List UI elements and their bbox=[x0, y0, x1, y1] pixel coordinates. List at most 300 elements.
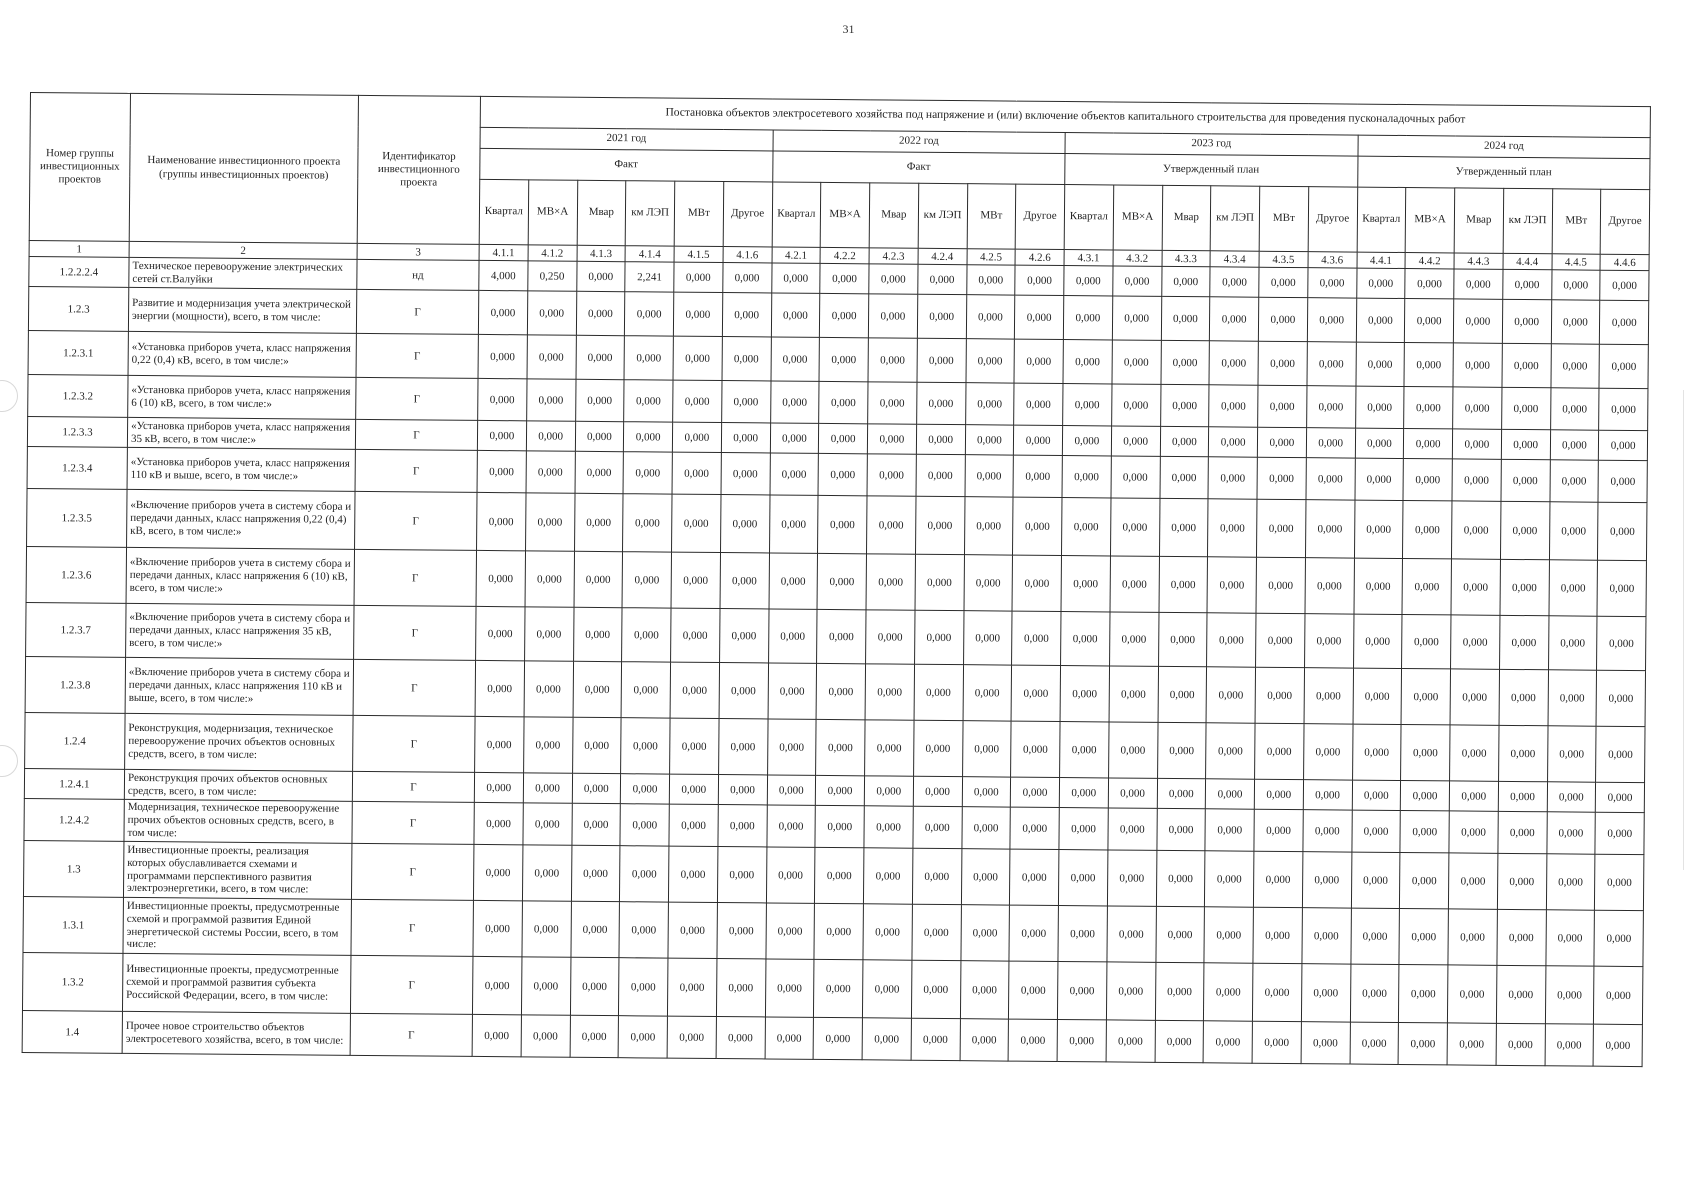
header-metric: МВ×А bbox=[1405, 188, 1454, 253]
row-value-cell: 0,000 bbox=[1112, 296, 1161, 340]
row-value-cell: 0,000 bbox=[1403, 500, 1452, 558]
row-value-cell: 0,000 bbox=[716, 959, 765, 1017]
row-project-name: Реконструкция, модернизация, техническое перевооружение прочих объектов основных средств, всего, в том числе: bbox=[125, 713, 353, 771]
row-group-number: 1.2.4.1 bbox=[24, 768, 124, 799]
row-value-cell: 0,000 bbox=[575, 421, 624, 451]
row-value-cell: 0,000 bbox=[478, 334, 527, 378]
row-value-cell: 0,000 bbox=[621, 718, 670, 774]
row-value-cell: 0,000 bbox=[1402, 558, 1451, 614]
row-group-number: 1.2.3.3 bbox=[27, 416, 127, 447]
row-project-id: Г bbox=[350, 1013, 472, 1056]
row-value-cell: 0,000 bbox=[1057, 1020, 1106, 1062]
table-body bbox=[22, 256, 1649, 1066]
row-value-cell: 0,000 bbox=[621, 662, 670, 718]
row-value-cell: 0,000 bbox=[1111, 456, 1160, 498]
row-value-cell: 0,000 bbox=[1257, 457, 1306, 499]
row-value-cell: 0,000 bbox=[916, 454, 965, 496]
row-value-cell: 0,000 bbox=[1012, 555, 1061, 611]
row-value-cell: 0,000 bbox=[1453, 387, 1502, 429]
table-header bbox=[29, 93, 1650, 271]
row-value-cell: 0,000 bbox=[1400, 852, 1449, 908]
row-value-cell: 0,000 bbox=[1256, 499, 1305, 557]
header-project-id: Идентификатор инвестиционного проекта bbox=[357, 95, 480, 244]
row-value-cell: 0,000 bbox=[966, 295, 1015, 339]
row-value-cell: 0,000 bbox=[1305, 558, 1354, 614]
row-value-cell: 0,000 bbox=[570, 957, 619, 1015]
row-value-cell: 0,000 bbox=[1401, 668, 1450, 724]
row-value-cell: 0,000 bbox=[1500, 501, 1549, 559]
row-value-cell: 0,000 bbox=[575, 379, 624, 421]
row-group-number: 1.2.4 bbox=[25, 712, 125, 769]
row-value-cell: 0,000 bbox=[1448, 909, 1497, 965]
row-value-cell: 0,000 bbox=[1058, 850, 1107, 906]
row-value-cell: 0,000 bbox=[865, 720, 914, 776]
row-project-name: «Включение приборов учета в систему сбора и передачи данных, класс напряжения 0,22 (0,4) кВ, всего, в том числе:» bbox=[127, 489, 355, 549]
row-value-cell: 0,000 bbox=[670, 662, 719, 718]
row-value-cell: 0,000 bbox=[1303, 780, 1352, 810]
header-status: Факт bbox=[480, 148, 773, 182]
row-value-cell: 0,000 bbox=[721, 381, 770, 423]
row-value-cell: 0,000 bbox=[473, 844, 522, 900]
row-value-cell: 0,000 bbox=[1447, 965, 1496, 1023]
row-value-cell: 0,000 bbox=[720, 553, 769, 609]
row-project-id: Г bbox=[353, 715, 475, 772]
row-value-cell: 0,000 bbox=[867, 454, 916, 496]
row-value-cell: 0,000 bbox=[718, 719, 767, 775]
row-value-cell: 0,000 bbox=[1404, 387, 1453, 429]
row-value-cell: 0,000 bbox=[1010, 849, 1059, 905]
row-project-id: Г bbox=[355, 491, 478, 550]
row-value-cell: 0,000 bbox=[472, 1014, 521, 1056]
row-value-cell: 0,000 bbox=[1210, 267, 1259, 297]
row-value-cell: 0,000 bbox=[1405, 299, 1454, 343]
row-project-name: Техническое перевооружение электрических сетей ст.Валуйки bbox=[129, 257, 357, 289]
row-value-cell: 0,000 bbox=[815, 805, 864, 847]
row-value-cell: 0,000 bbox=[622, 552, 671, 608]
row-value-cell: 0,000 bbox=[1060, 666, 1109, 722]
header-status: Факт bbox=[772, 151, 1065, 185]
row-value-cell: 0,000 bbox=[965, 383, 1014, 425]
row-value-cell: 0,000 bbox=[1205, 851, 1254, 907]
row-value-cell: 0,000 bbox=[1350, 1022, 1399, 1064]
scan-edge-line bbox=[1683, 390, 1684, 870]
row-value-cell: 0,000 bbox=[867, 424, 916, 454]
row-value-cell: 0,000 bbox=[1304, 668, 1353, 724]
row-group-number: 1.3.1 bbox=[23, 896, 123, 953]
row-value-cell: 0,000 bbox=[667, 1016, 716, 1058]
row-value-cell: 0,000 bbox=[673, 380, 722, 422]
row-value-cell: 0,000 bbox=[1160, 384, 1209, 426]
row-value-cell: 0,000 bbox=[1256, 613, 1305, 667]
row-value-cell: 0,000 bbox=[620, 846, 669, 902]
row-value-cell: 0,000 bbox=[1399, 908, 1448, 964]
header-metric: Другое bbox=[1015, 184, 1064, 249]
row-project-name: «Включение приборов учета в систему сбора и передачи данных, класс напряжения 6 (10) кВ, всего, в том числе:» bbox=[126, 547, 354, 605]
row-value-cell: 0,000 bbox=[521, 1015, 570, 1057]
row-value-cell: 0,000 bbox=[1009, 905, 1058, 961]
header-year: 2024 год bbox=[1357, 135, 1650, 159]
row-value-cell: 0,000 bbox=[1158, 612, 1207, 666]
row-value-cell: 0,000 bbox=[524, 607, 573, 661]
row-value-cell: 0,000 bbox=[820, 263, 869, 293]
column-number: 4.1.5 bbox=[674, 246, 723, 262]
header-year: 2023 год bbox=[1065, 133, 1358, 157]
header-metric: МВт bbox=[967, 184, 1016, 249]
row-value-cell: 0,000 bbox=[1550, 388, 1599, 430]
row-project-id: Г bbox=[350, 955, 473, 1014]
row-value-cell: 0,000 bbox=[1155, 906, 1204, 962]
row-value-cell: 0,000 bbox=[1551, 270, 1600, 300]
row-project-id: Г bbox=[355, 419, 477, 450]
row-value-cell: 0,000 bbox=[766, 805, 815, 847]
row-value-cell: 0,000 bbox=[1600, 270, 1649, 300]
row-value-cell: 0,000 bbox=[765, 959, 814, 1017]
row-group-number: 1.3.2 bbox=[22, 952, 123, 1011]
row-value-cell: 0,000 bbox=[1252, 963, 1301, 1021]
row-value-cell: 0,000 bbox=[918, 264, 967, 294]
row-value-cell: 0,000 bbox=[522, 901, 571, 957]
row-value-cell: 0,000 bbox=[717, 903, 766, 959]
row-group-number: 1.2.2.2.4 bbox=[29, 256, 129, 287]
row-value-cell: 0,000 bbox=[1498, 811, 1547, 853]
row-value-cell: 0,000 bbox=[911, 960, 960, 1018]
column-number: 4.3.4 bbox=[1210, 251, 1259, 267]
investment-table-wrapper bbox=[22, 92, 1650, 1067]
row-project-id: Г bbox=[352, 801, 474, 844]
row-value-cell: 0,000 bbox=[1210, 297, 1259, 341]
row-value-cell: 0,000 bbox=[1356, 298, 1405, 342]
header-metric: Мвар bbox=[577, 180, 626, 245]
row-value-cell: 0,000 bbox=[1550, 430, 1599, 460]
row-value-cell: 0,000 bbox=[1204, 963, 1253, 1021]
row-value-cell: 0,000 bbox=[1353, 668, 1402, 724]
header-metric: км ЛЭП bbox=[625, 181, 674, 246]
row-value-cell: 0,000 bbox=[1545, 1024, 1594, 1066]
row-value-cell: 0,000 bbox=[525, 493, 574, 551]
row-value-cell: 0,000 bbox=[718, 805, 767, 847]
row-value-cell: 0,000 bbox=[1157, 778, 1206, 808]
row-value-cell: 0,000 bbox=[526, 379, 575, 421]
header-metric: Другое bbox=[723, 182, 772, 247]
row-value-cell: 0,000 bbox=[915, 554, 964, 610]
row-value-cell: 0,000 bbox=[722, 337, 771, 381]
column-number: 4.2.4 bbox=[918, 248, 967, 264]
row-value-cell: 0,000 bbox=[1206, 779, 1255, 809]
row-value-cell: 0,000 bbox=[1501, 459, 1550, 501]
column-number: 4.3.3 bbox=[1162, 250, 1211, 266]
row-value-cell: 0,000 bbox=[1501, 387, 1550, 429]
row-value-cell: 0,000 bbox=[1208, 457, 1257, 499]
row-value-cell: 0,000 bbox=[1206, 667, 1255, 723]
row-value-cell: 0,000 bbox=[522, 845, 571, 901]
row-value-cell: 0,000 bbox=[816, 775, 865, 805]
row-value-cell: 0,000 bbox=[721, 453, 770, 495]
row-value-cell: 0,000 bbox=[1548, 560, 1597, 616]
row-value-cell: 0,000 bbox=[570, 901, 619, 957]
row-value-cell: 0,000 bbox=[1113, 266, 1162, 296]
row-value-cell: 0,000 bbox=[1303, 724, 1352, 780]
row-value-cell: 0,000 bbox=[473, 900, 522, 956]
column-number: 4.2.1 bbox=[772, 247, 821, 263]
row-value-cell: 0,000 bbox=[965, 339, 1014, 383]
row-value-cell: 0,000 bbox=[1013, 455, 1062, 497]
row-value-cell: 0,000 bbox=[1155, 962, 1204, 1020]
row-value-cell: 0,000 bbox=[966, 265, 1015, 295]
row-value-cell: 0,000 bbox=[869, 264, 918, 294]
row-value-cell: 0,000 bbox=[521, 957, 570, 1015]
row-value-cell: 0,000 bbox=[671, 552, 720, 608]
row-value-cell: 0,000 bbox=[1453, 299, 1502, 343]
row-value-cell: 0,000 bbox=[964, 555, 1013, 611]
row-project-id: Г bbox=[356, 377, 478, 420]
row-value-cell: 0,000 bbox=[1597, 616, 1646, 670]
row-value-cell: 0,000 bbox=[668, 846, 717, 902]
row-value-cell: 0,000 bbox=[672, 452, 721, 494]
row-value-cell: 0,000 bbox=[1355, 342, 1404, 386]
row-value-cell: 0,000 bbox=[1307, 298, 1356, 342]
row-project-id: Г bbox=[354, 549, 476, 606]
row-value-cell: 0,000 bbox=[1206, 723, 1255, 779]
row-value-cell: 0,000 bbox=[767, 719, 816, 775]
row-value-cell: 0,000 bbox=[868, 338, 917, 382]
header-metric: Другое bbox=[1600, 189, 1649, 254]
row-value-cell: 0,000 bbox=[819, 381, 868, 423]
header-metric: МВ×А bbox=[528, 180, 577, 245]
column-number: 4.2.2 bbox=[820, 247, 869, 263]
row-value-cell: 0,000 bbox=[1014, 339, 1063, 383]
row-value-cell: 0,000 bbox=[572, 717, 621, 773]
row-value-cell: 0,000 bbox=[765, 1017, 814, 1059]
row-value-cell: 0,000 bbox=[771, 337, 820, 381]
row-value-cell: 0,000 bbox=[1301, 1022, 1350, 1064]
row-value-cell: 0,000 bbox=[1450, 669, 1499, 725]
header-main-title: Постановка объектов электросетевого хозяйства под напряжение и (или) включение объектов капитального строительства для проведения пусконаладочных работ bbox=[480, 96, 1650, 137]
row-value-cell: 0,000 bbox=[717, 847, 766, 903]
row-value-cell: 0,000 bbox=[1305, 500, 1354, 558]
row-project-id: Г bbox=[356, 289, 478, 334]
row-value-cell: 0,000 bbox=[523, 773, 572, 803]
row-value-cell: 0,000 bbox=[1255, 723, 1304, 779]
row-value-cell: 0,000 bbox=[1306, 428, 1355, 458]
row-value-cell: 0,000 bbox=[672, 422, 721, 452]
row-value-cell: 0,000 bbox=[1161, 266, 1210, 296]
row-value-cell: 0,000 bbox=[911, 1018, 960, 1060]
row-value-cell: 0,000 bbox=[867, 496, 916, 554]
row-value-cell: 0,000 bbox=[1062, 426, 1111, 456]
column-number: 2 bbox=[129, 241, 357, 259]
row-value-cell: 0,000 bbox=[770, 423, 819, 453]
row-value-cell: 0,000 bbox=[1157, 722, 1206, 778]
row-value-cell: 0,000 bbox=[1108, 722, 1157, 778]
row-value-cell: 4,000 bbox=[479, 260, 528, 290]
row-value-cell: 0,000 bbox=[1400, 810, 1449, 852]
row-value-cell: 0,000 bbox=[767, 775, 816, 805]
row-group-number: 1.2.3.4 bbox=[27, 446, 127, 489]
column-number: 4.4.2 bbox=[1405, 253, 1454, 269]
row-value-cell: 0,000 bbox=[1502, 269, 1551, 299]
row-value-cell: 0,000 bbox=[1352, 724, 1401, 780]
header-metric: МВ×А bbox=[1113, 185, 1162, 250]
row-value-cell: 0,000 bbox=[1110, 498, 1159, 556]
row-value-cell: 0,000 bbox=[1599, 388, 1648, 430]
row-value-cell: 0,000 bbox=[1011, 777, 1060, 807]
row-value-cell: 0,000 bbox=[1398, 1022, 1447, 1064]
row-value-cell: 0,000 bbox=[719, 663, 768, 719]
header-year: 2022 год bbox=[773, 130, 1066, 154]
row-value-cell: 0,000 bbox=[619, 902, 668, 958]
row-value-cell: 0,000 bbox=[1596, 726, 1645, 782]
header-metric: Квартал bbox=[479, 179, 528, 244]
row-value-cell: 0,000 bbox=[1258, 341, 1307, 385]
row-value-cell: 0,000 bbox=[1108, 778, 1157, 808]
row-value-cell: 0,000 bbox=[1450, 725, 1499, 781]
row-value-cell: 0,000 bbox=[818, 453, 867, 495]
row-value-cell: 0,000 bbox=[913, 776, 962, 806]
column-number: 4.3.5 bbox=[1259, 251, 1308, 267]
row-value-cell: 0,000 bbox=[1161, 296, 1210, 340]
row-value-cell: 0,000 bbox=[1060, 722, 1109, 778]
row-value-cell: 0,000 bbox=[1454, 269, 1503, 299]
row-value-cell: 0,000 bbox=[527, 335, 576, 379]
row-value-cell: 0,000 bbox=[1063, 384, 1112, 426]
row-value-cell: 0,000 bbox=[765, 903, 814, 959]
row-value-cell: 0,000 bbox=[1207, 613, 1256, 667]
row-value-cell: 0,000 bbox=[1254, 779, 1303, 809]
row-value-cell: 0,000 bbox=[673, 292, 722, 336]
row-value-cell: 0,000 bbox=[1159, 556, 1208, 612]
header-group-number: Номер группы инвестиционных проектов bbox=[29, 93, 130, 242]
header-year: 2021 год bbox=[480, 127, 773, 151]
row-value-cell: 0,000 bbox=[1353, 558, 1402, 614]
row-value-cell: 0,000 bbox=[1405, 269, 1454, 299]
row-value-cell: 0,000 bbox=[573, 661, 622, 717]
row-value-cell: 0,000 bbox=[864, 776, 913, 806]
header-status: Утвержденный план bbox=[1357, 156, 1650, 190]
row-value-cell: 0,000 bbox=[623, 452, 672, 494]
row-value-cell: 0,000 bbox=[1404, 429, 1453, 459]
row-value-cell: 0,000 bbox=[1254, 809, 1303, 851]
row-project-id: Г bbox=[353, 659, 475, 716]
row-value-cell: 0,000 bbox=[1596, 782, 1645, 812]
row-value-cell: 0,000 bbox=[1108, 808, 1157, 850]
row-value-cell: 0,000 bbox=[1109, 612, 1158, 666]
row-value-cell: 0,000 bbox=[1356, 268, 1405, 298]
row-value-cell: 0,000 bbox=[1204, 907, 1253, 963]
row-value-cell: 0,000 bbox=[619, 958, 668, 1016]
row-project-name: Реконструкция прочих объектов основных средств, всего, в том числе: bbox=[124, 769, 352, 801]
row-value-cell: 0,000 bbox=[916, 382, 965, 424]
column-number: 4.4.1 bbox=[1357, 252, 1406, 268]
row-value-cell: 0,000 bbox=[1502, 299, 1551, 343]
column-number: 4.1.4 bbox=[625, 246, 674, 262]
row-value-cell: 0,000 bbox=[574, 551, 623, 607]
row-value-cell: 0,000 bbox=[1350, 964, 1399, 1022]
row-value-cell: 0,000 bbox=[1308, 268, 1357, 298]
row-value-cell: 0,000 bbox=[1499, 615, 1548, 669]
row-value-cell: 0,000 bbox=[914, 664, 963, 720]
row-value-cell: 0,000 bbox=[1209, 341, 1258, 385]
row-value-cell: 0,000 bbox=[1160, 340, 1209, 384]
row-value-cell: 0,000 bbox=[815, 847, 864, 903]
row-value-cell: 0,000 bbox=[1253, 907, 1302, 963]
row-project-name: Инвестиционные проекты, реализация которых обуславливается схемами и программами перспективного развития электроэнергетики, всего, в том числе: bbox=[123, 841, 351, 899]
row-value-cell: 0,000 bbox=[1351, 810, 1400, 852]
row-value-cell: 0,000 bbox=[1258, 297, 1307, 341]
column-number: 4.2.5 bbox=[967, 249, 1016, 265]
row-value-cell: 0,000 bbox=[1549, 502, 1598, 560]
row-value-cell: 0,000 bbox=[1595, 812, 1644, 854]
row-value-cell: 0,000 bbox=[572, 773, 621, 803]
row-value-cell: 0,000 bbox=[1058, 906, 1107, 962]
row-value-cell: 0,000 bbox=[1501, 429, 1550, 459]
row-value-cell: 0,000 bbox=[1303, 810, 1352, 852]
row-value-cell: 0,000 bbox=[1059, 808, 1108, 850]
row-value-cell: 0,000 bbox=[1205, 809, 1254, 851]
header-metric: км ЛЭП bbox=[918, 183, 967, 248]
row-value-cell: 0,000 bbox=[769, 495, 818, 553]
row-value-cell: 0,000 bbox=[817, 609, 866, 663]
row-project-id: Г bbox=[351, 843, 473, 900]
row-value-cell: 0,000 bbox=[1112, 340, 1161, 384]
row-project-name: «Установка приборов учета, класс напряжения 6 (10) кВ, всего, в том числе:» bbox=[128, 375, 356, 419]
row-value-cell: 0,000 bbox=[1012, 611, 1061, 665]
row-value-cell: 0,000 bbox=[1059, 778, 1108, 808]
row-value-cell: 0,000 bbox=[527, 291, 576, 335]
row-value-cell: 0,000 bbox=[1448, 853, 1497, 909]
row-group-number: 1.2.3.2 bbox=[28, 374, 128, 417]
row-value-cell: 0,000 bbox=[621, 774, 670, 804]
row-value-cell: 0,000 bbox=[962, 721, 1011, 777]
row-value-cell: 0,000 bbox=[913, 720, 962, 776]
row-value-cell: 0,000 bbox=[1546, 812, 1595, 854]
row-value-cell: 0,000 bbox=[1011, 665, 1060, 721]
row-value-cell: 0,000 bbox=[862, 960, 911, 1018]
row-value-cell: 0,000 bbox=[1008, 1019, 1057, 1061]
row-value-cell: 0,000 bbox=[1011, 721, 1060, 777]
row-value-cell: 0,000 bbox=[769, 553, 818, 609]
row-value-cell: 0,000 bbox=[524, 661, 573, 717]
row-value-cell: 0,000 bbox=[1548, 670, 1597, 726]
row-value-cell: 0,000 bbox=[1545, 910, 1594, 966]
row-value-cell: 0,250 bbox=[528, 261, 577, 291]
row-value-cell: 0,000 bbox=[476, 550, 525, 606]
row-value-cell: 0,000 bbox=[669, 774, 718, 804]
row-value-cell: 0,000 bbox=[620, 804, 669, 846]
row-value-cell: 0,000 bbox=[1061, 612, 1110, 666]
header-metric: МВт bbox=[674, 181, 723, 246]
row-value-cell: 0,000 bbox=[474, 772, 523, 802]
row-value-cell: 0,000 bbox=[523, 803, 572, 845]
row-value-cell: 0,000 bbox=[1253, 851, 1302, 907]
column-number: 4.4.5 bbox=[1552, 254, 1601, 270]
row-value-cell: 0,000 bbox=[1209, 427, 1258, 457]
row-value-cell: 0,000 bbox=[865, 664, 914, 720]
row-value-cell: 0,000 bbox=[716, 1017, 765, 1059]
row-value-cell: 0,000 bbox=[478, 290, 527, 334]
row-value-cell: 0,000 bbox=[571, 845, 620, 901]
row-value-cell: 0,000 bbox=[673, 336, 722, 380]
row-value-cell: 0,000 bbox=[863, 848, 912, 904]
row-value-cell: 0,000 bbox=[1594, 966, 1643, 1024]
row-value-cell: 0,000 bbox=[963, 665, 1012, 721]
column-number: 4.3.1 bbox=[1064, 250, 1113, 266]
header-metric: км ЛЭП bbox=[1210, 186, 1259, 251]
row-project-name: Прочее новое строительство объектов электросетевого хозяйства, всего, в том числе: bbox=[122, 1011, 350, 1055]
row-value-cell: 0,000 bbox=[1259, 267, 1308, 297]
row-value-cell: 0,000 bbox=[962, 777, 1011, 807]
row-value-cell: 0,000 bbox=[1061, 556, 1110, 612]
row-value-cell: 0,000 bbox=[961, 849, 1010, 905]
